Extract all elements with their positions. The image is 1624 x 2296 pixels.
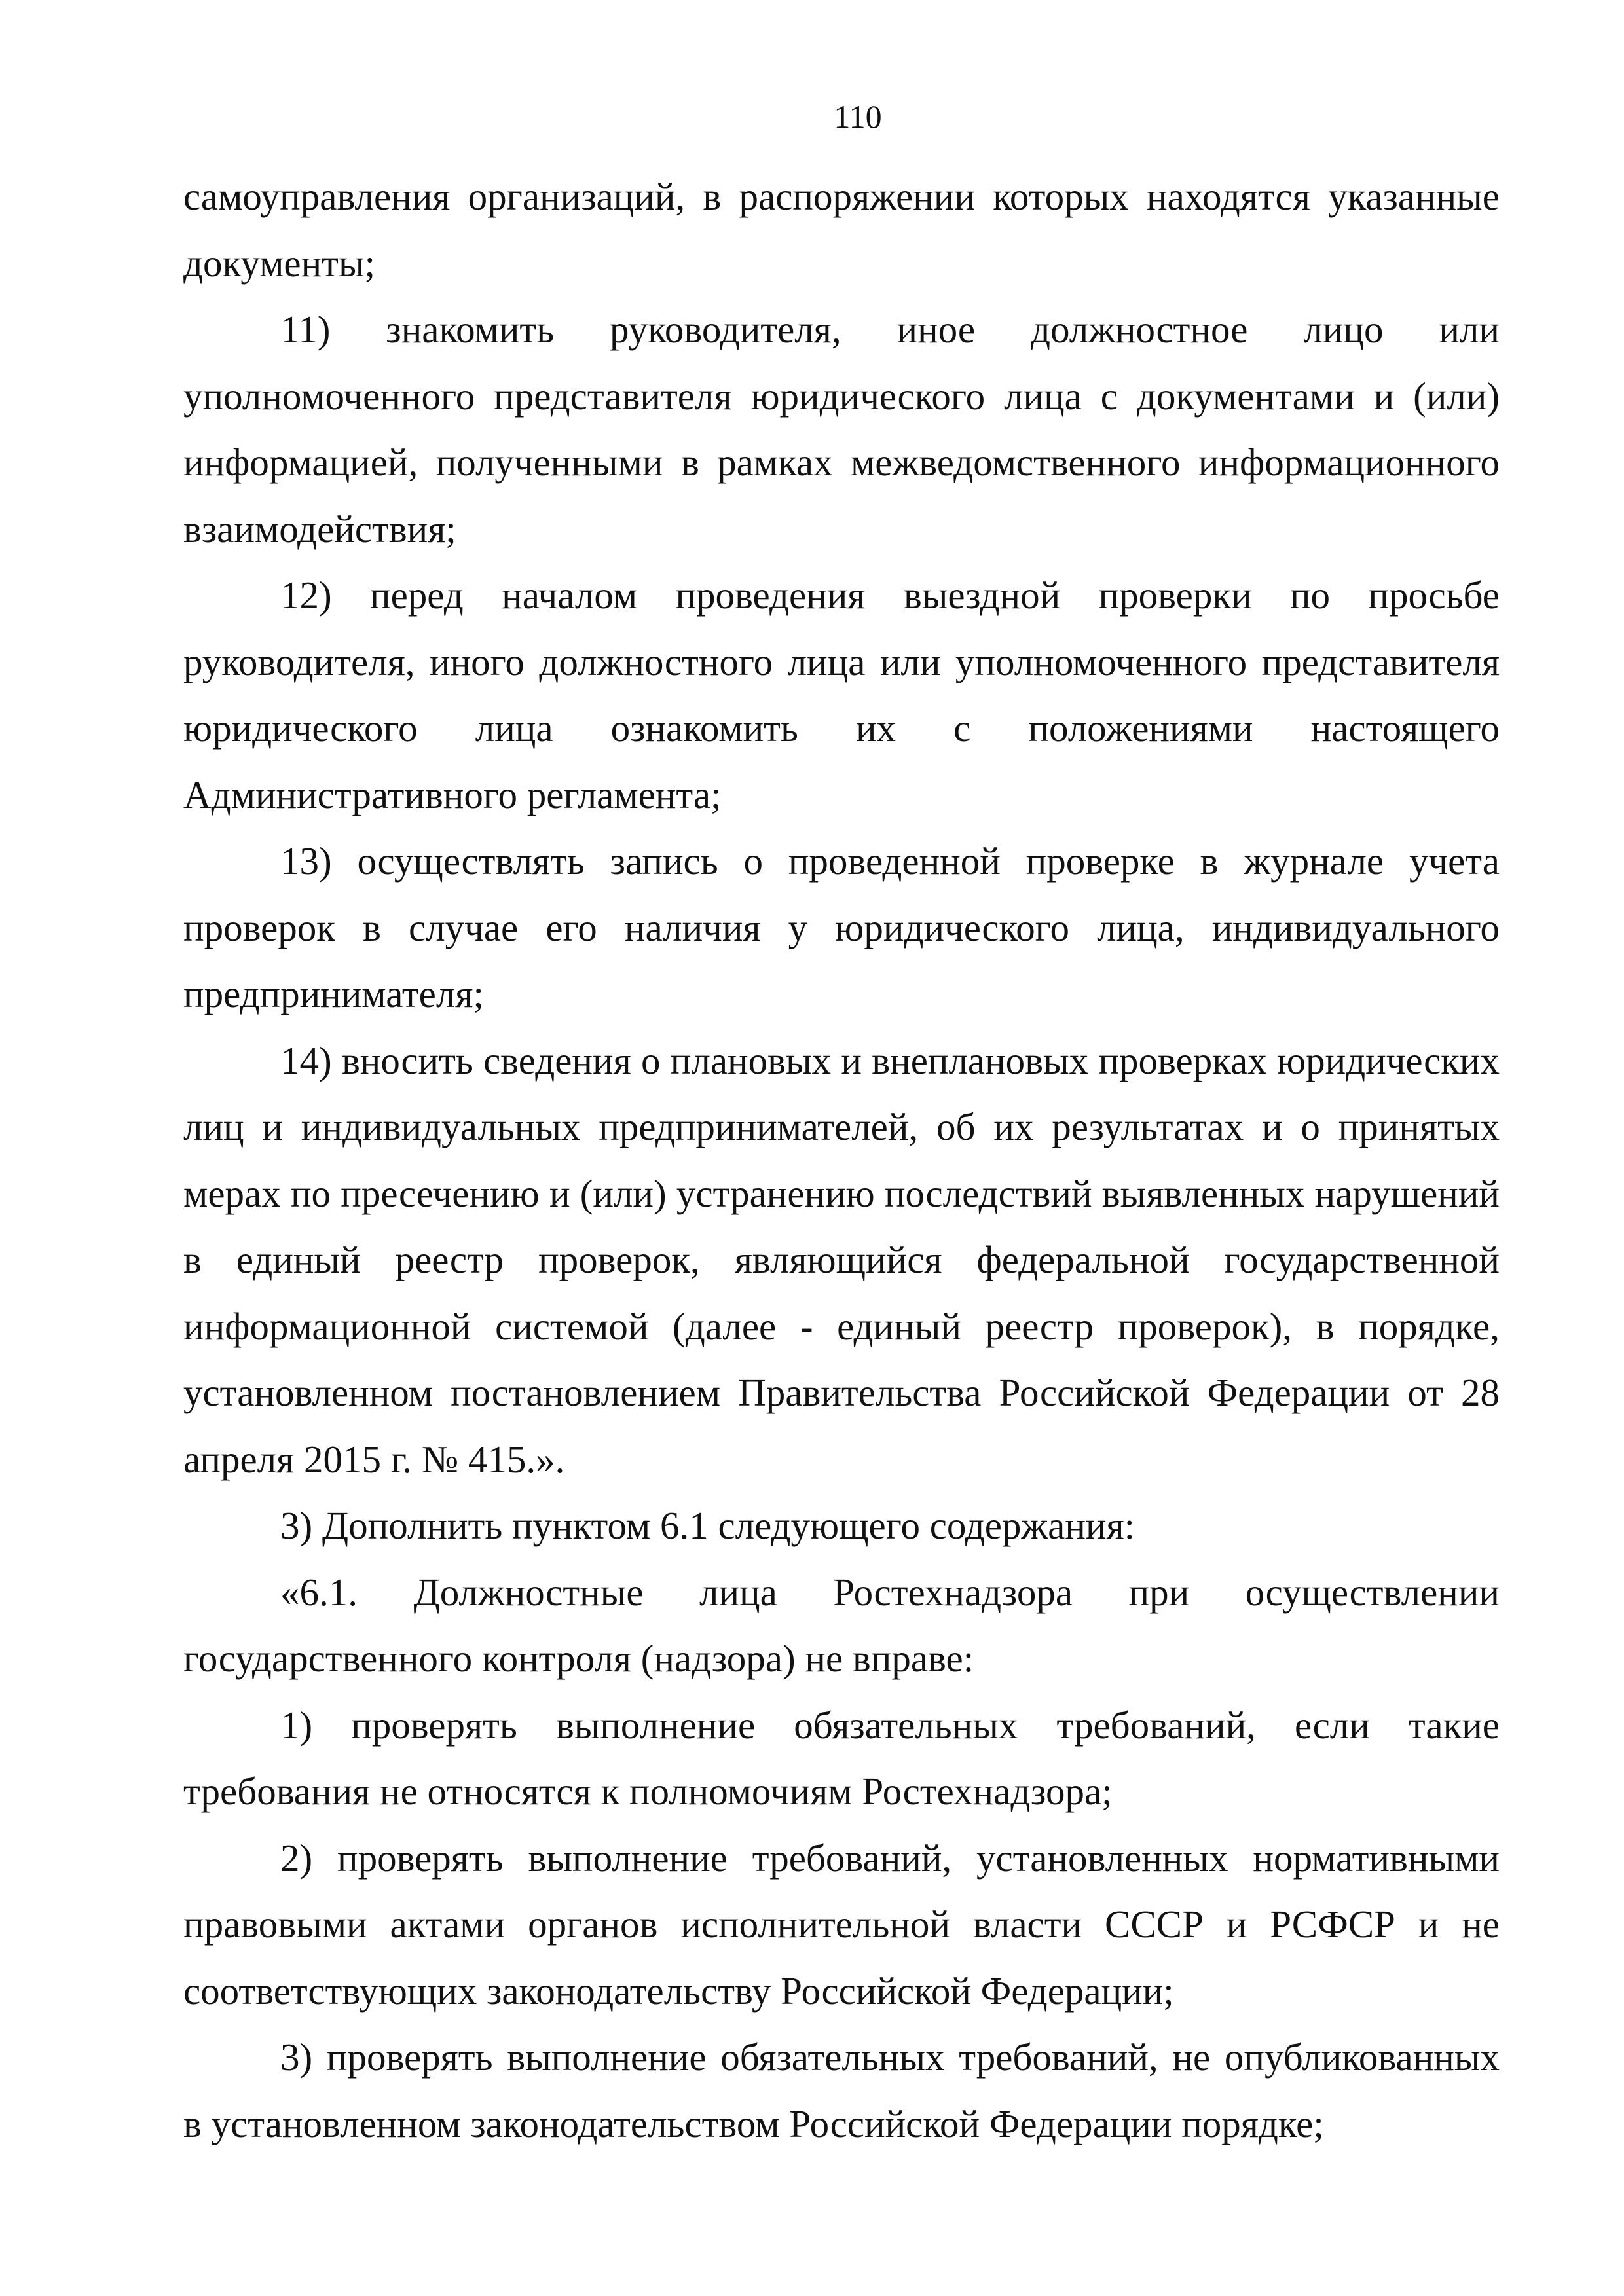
paragraph-item-13: 13) осуществлять запись о проведенной проверке в журнале учета проверок в случае его наличия у юридического лица, индивидуального предпринимателя; — [183, 839, 1500, 1015]
paragraph-item-1: 1) проверять выполнение обязательных требований, если такие требования не относятся к полномочиям Ростехнадзора; — [183, 1703, 1500, 1813]
paragraph-item-3: 3) проверять выполнение обязательных требований, не опубликованных в установленном законодательством Российской Федерации порядке; — [183, 2035, 1500, 2145]
paragraph-item-14: 14) вносить сведения о плановых и внеплановых проверках юридических лиц и индивидуальных предпринимателей, об их результатах и о принятых мерах по пресечению и (или) устранению последствий выявленных нарушений в единый реестр проверок, являющийся федеральной государственной информационной системой (далее - единый реестр проверок), в порядке, установленном постановлением Правительства Российской Федерации от 28 апреля 2015 г. № 415.». — [183, 1038, 1500, 1481]
document-body — [183, 164, 1500, 2157]
paragraph-item-12: 12) перед началом проведения выездной проверки по просьбе руководителя, иного должностного лица или уполномоченного представителя юридического лица ознакомить их с положениями настоящего Административного регламента; — [183, 574, 1500, 816]
paragraph-item-2: 2) проверять выполнение требований, установленных нормативными правовыми актами органов исполнительной власти СССР и РСФСР и не соответствующих законодательству Российской Федерации; — [183, 1836, 1500, 2013]
paragraph-section-6-1: «6.1. Должностные лица Ростехнадзора при осуществлении государственного контроля (надзора) не вправе: — [183, 1570, 1500, 1680]
paragraph-continuation: самоуправления организаций, в распоряжении которых находятся указанные документы; — [183, 175, 1500, 285]
paragraph-item-11: 11) знакомить руководителя, иное должностное лицо или уполномоченного представителя юридического лица с документами и (или) информацией, полученными в рамках межведомственного информационного взаимодействия; — [183, 308, 1500, 551]
paragraph-amendment-3: 3) Дополнить пунктом 6.1 следующего содержания: — [280, 1504, 1135, 1547]
page-number: 110 — [834, 98, 882, 135]
